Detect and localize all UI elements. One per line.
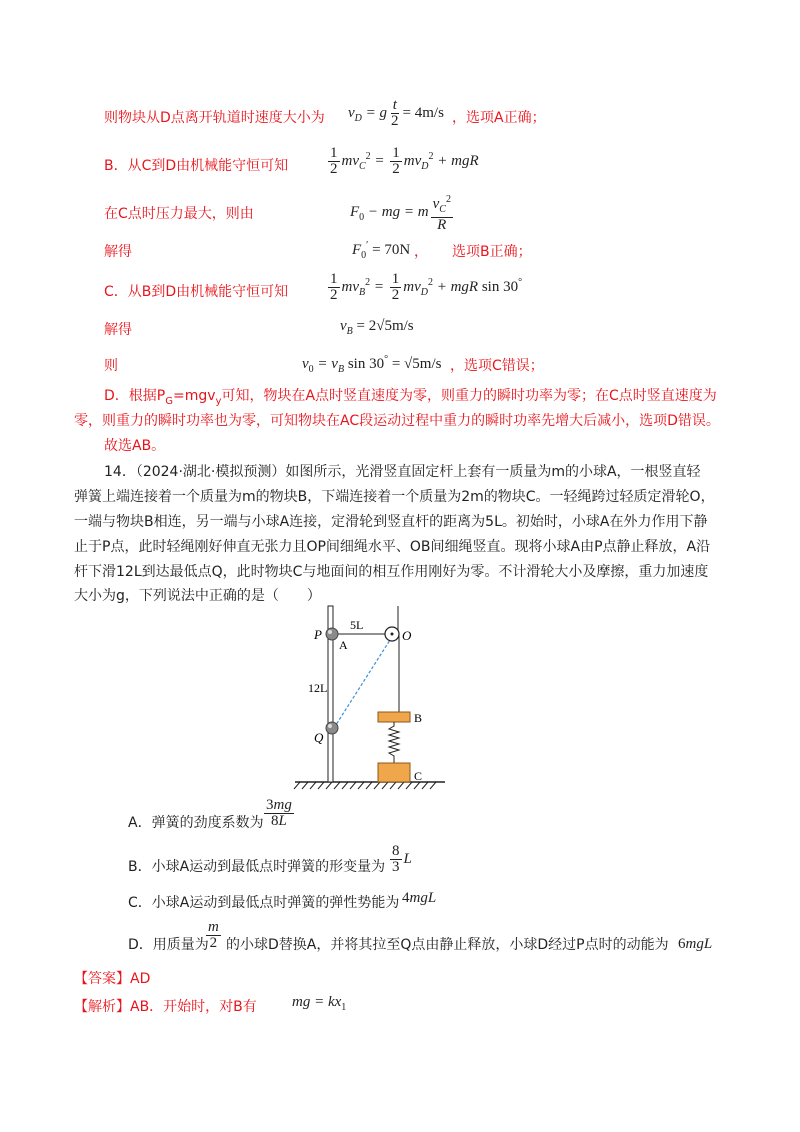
solution-line-8a: D．根据$P_G=mgv_y$可知，物块在A点时竖直速度为零，则重力的瞬时功率为零；在C点时竖直速度为 xyxy=(104,388,717,407)
solution-line-5: C．从B到D由机械能守恒可知 xyxy=(104,284,289,300)
ball-A-at-P xyxy=(326,628,338,640)
solution-result: ，选项C错误； xyxy=(450,358,544,374)
solution-line-8b: 零，则重力的瞬时功率也为零，可知物块在AC段运动过程中重力的瞬时功率先增大后减小，选项D错误。 xyxy=(74,413,720,429)
ball-at-Q xyxy=(326,722,338,734)
solution-line-8c: 故选AB。 xyxy=(104,438,166,454)
formula-energy-BD: $\frac{1}{2}$ $mv_B^2$ = $\frac{1}{2}$ $mv_D^2$ + mgR sin 30° xyxy=(330,271,523,303)
option-B[interactable]: B．小球A运动到最低点时弹簧的形变量为 xyxy=(128,859,386,875)
formula-v0: $v_0 = v_B$ sin 30° = √5m/s xyxy=(302,354,442,375)
question-14-line-6: 大小为g，下列说法中正确的是（ ） xyxy=(74,588,321,604)
label-P: P xyxy=(314,627,322,642)
question-14-line-4: 止于P点，此时轻绳刚好伸直无张力且OP间细绳水平、OB间细绳竖直。现将小球A由P点静止释放，A沿 xyxy=(74,539,711,555)
label-B: B xyxy=(414,711,423,725)
option-A[interactable]: A．弹簧的劲度系数为 xyxy=(128,815,264,831)
solution-line-4: 解得 xyxy=(104,244,132,260)
question-14-line-3: 一端与物块B相连，另一端与小球A连接，定滑轮到竖直杆的距离为5L。初始时，小球A在外力作用下静 xyxy=(74,514,708,530)
formula-vD: $v_D = g$ $\frac{t}{2}$ = 4m/s xyxy=(348,97,444,129)
option-A-formula: $\frac{3mg}{8L}$ xyxy=(266,797,292,829)
solution-result: 选项B正确； xyxy=(452,244,532,260)
physics-diagram xyxy=(290,600,450,790)
block-C xyxy=(378,763,410,782)
solution-text: 则物块从D点离开轨道时速度大小为 xyxy=(104,110,325,126)
label-Q: Q xyxy=(314,730,324,745)
option-C[interactable]: C．小球A运动到最低点时弹簧的弹性势能为 xyxy=(128,895,400,911)
solution-line-7: 则 xyxy=(104,358,118,374)
solution-result: ，选项A正确； xyxy=(452,110,546,126)
label-12L: 12L xyxy=(308,681,328,695)
formula-energy-CD: $\frac{1}{2}$ $mv_C^2$ = $\frac{1}{2}$ $mv_D^2$ + mgR xyxy=(330,145,479,177)
answer-label: 【答案】AD xyxy=(74,971,151,987)
block-B xyxy=(378,712,410,722)
solution-result: ， xyxy=(414,244,428,260)
analysis-label: 【解析】AB．开始时，对B有 xyxy=(74,999,257,1015)
solution-line-1 xyxy=(104,108,325,128)
spring xyxy=(389,722,399,763)
option-D-rest: 的小球D替换A，并将其拉至Q点由静止释放，小球D经过P点时的动能为 xyxy=(226,937,669,953)
formula-F0-result: $F_0' = 70N$ xyxy=(352,240,411,261)
formula-F0: $F_0$ − mg = m $\frac{v_C^2}{R}$ xyxy=(350,194,451,233)
question-14-line-5: 杆下滑12L到达最低点Q，此时物块C与地面间的相互作用刚好为零。不计滑轮大小及摩擦，重力加速度 xyxy=(74,564,709,580)
label-A: A xyxy=(339,638,348,652)
solution-line-3: 在C点时压力最大，则由 xyxy=(104,206,254,222)
label-C: C xyxy=(414,769,423,783)
label-5L: 5L xyxy=(350,618,364,632)
formula-mg-kx1: mg = $kx_1$ xyxy=(292,994,347,1013)
solution-line-6: 解得 xyxy=(104,322,132,338)
option-D[interactable]: D．用质量为 xyxy=(128,937,209,953)
option-C-formula: 4mgL xyxy=(402,890,437,906)
label-O: O xyxy=(402,628,412,643)
option-D-mass: $\frac{m}{2}$ xyxy=(208,919,219,951)
formula-vB: $v_B = 2√5m/s$ xyxy=(340,318,414,337)
question-14-line-2: 弹簧上端连接着一个质量为m的物块B，下端连接着一个质量为2m的物块C。一轻绳跨过轻质定滑轮O， xyxy=(74,489,715,505)
question-14-line-1: 14．（2024·湖北·模拟预测）如图所示，光滑竖直固定杆上套有一质量为m的小球A，一根竖直轻 xyxy=(104,464,701,480)
ground-hatch xyxy=(294,782,436,789)
option-D-formula: 6mgL xyxy=(678,936,713,952)
solution-line-2: B．从C到D由机械能守恒可知 xyxy=(104,158,289,174)
option-B-formula: $\frac{8}{3}$ L xyxy=(392,843,412,875)
